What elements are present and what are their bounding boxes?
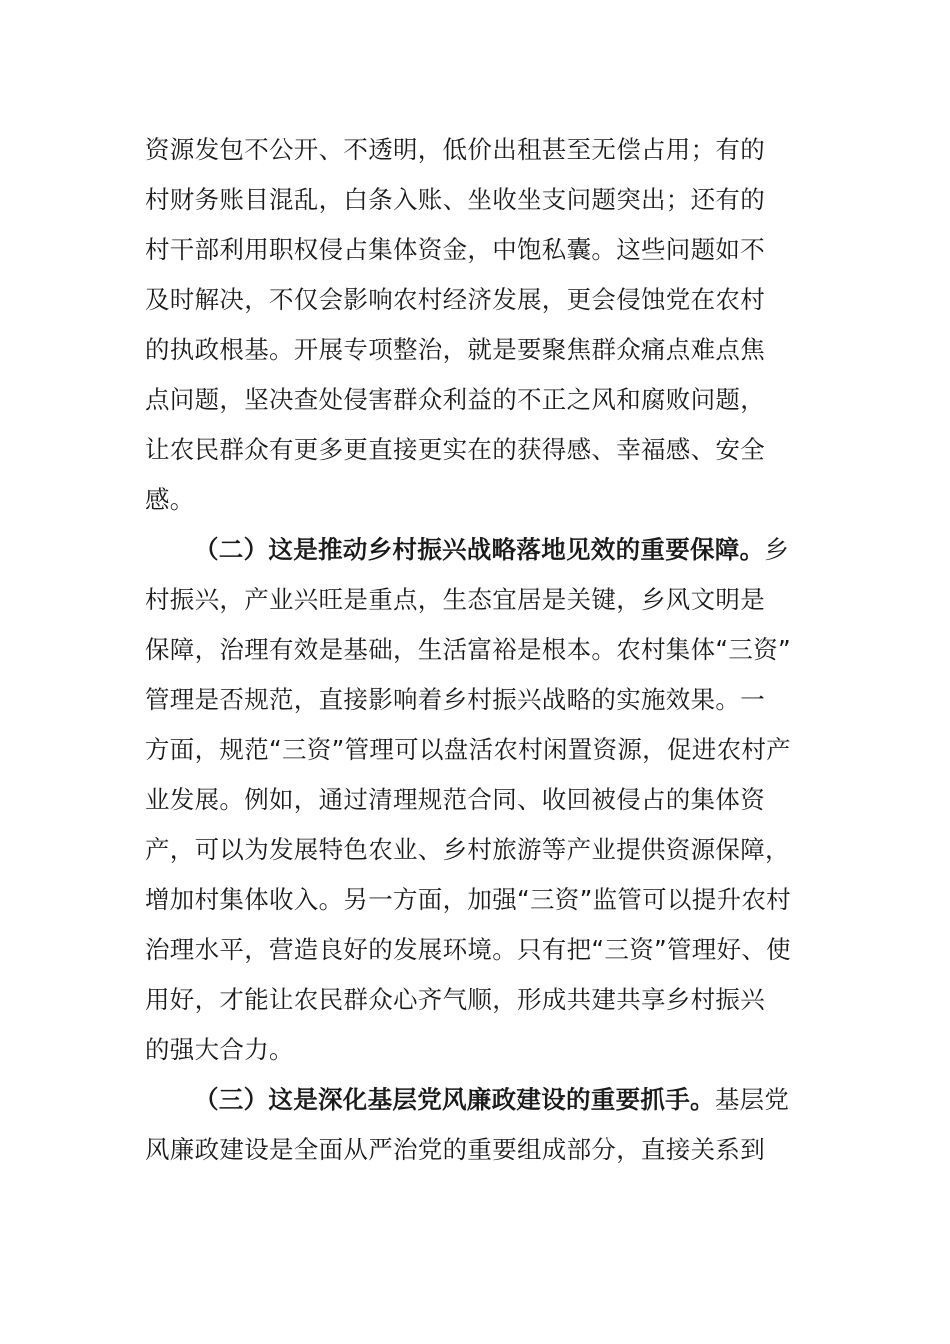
text-line: 管理是否规范，直接影响着乡村振兴战略的实施效果。一 [145,685,765,714]
text-line: 增加村集体收入。另一方面，加强“三资”监管可以提升农村 [145,885,791,914]
section-heading: （二）这是推动乡村振兴战略落地见效的重要保障。 [194,535,765,564]
text-line: 村财务账目混乱，白条入账、坐收坐支问题突出；还有的 [145,185,765,214]
text-run: 乡 [764,535,790,564]
text-line: 村振兴，产业兴旺是重点，生态宜居是关键，乡风文明是 [145,585,765,614]
text-line: 治理水平，营造良好的发展环境。只有把“三资”管理好、使 [145,935,791,964]
paragraph-3 [145,1075,805,1175]
text-line: 用好，才能让农民群众心齐气顺，形成共建共享乡村振兴 [145,985,765,1014]
paragraph-2 [145,525,805,1075]
text-run: 基层党 [714,1085,790,1114]
text-line: 保障，治理有效是基础，生活富裕是根本。农村集体“三资” [145,635,791,664]
section-heading-line [145,1075,805,1125]
text-line: 的执政根基。开展专项整治，就是要聚焦群众痛点难点焦 [145,335,765,364]
text-line: 方面，规范“三资”管理可以盘活农村闲置资源，促进农村产 [145,735,791,764]
text-line: 点问题，坚决查处侵害群众利益的不正之风和腐败问题， [145,385,765,414]
text-line: 风廉政建设是全面从严治党的重要组成部分，直接关系到 [145,1135,765,1164]
text-line: 业发展。例如，通过清理规范合同、收回被侵占的集体资 [145,785,765,814]
text-line: 及时解决，不仅会影响农村经济发展，更会侵蚀党在农村 [145,285,765,314]
text-line: 的强大合力。 [145,1035,294,1064]
section-heading-line [145,525,805,575]
text-line: 产，可以为发展特色农业、乡村旅游等产业提供资源保障， [145,835,790,864]
section-heading: （三）这是深化基层党风廉政建设的重要抓手。 [194,1085,715,1114]
text-line: 村干部利用职权侵占集体资金，中饱私囊。这些问题如不 [145,235,765,264]
document-body [145,125,805,1175]
text-line: 感。 [145,485,195,514]
text-line: 资源发包不公开、不透明，低价出租甚至无偿占用；有的 [145,135,765,164]
text-line: 让农民群众有更多更直接更实在的获得感、幸福感、安全 [145,435,765,464]
paragraph-1 [145,125,805,525]
